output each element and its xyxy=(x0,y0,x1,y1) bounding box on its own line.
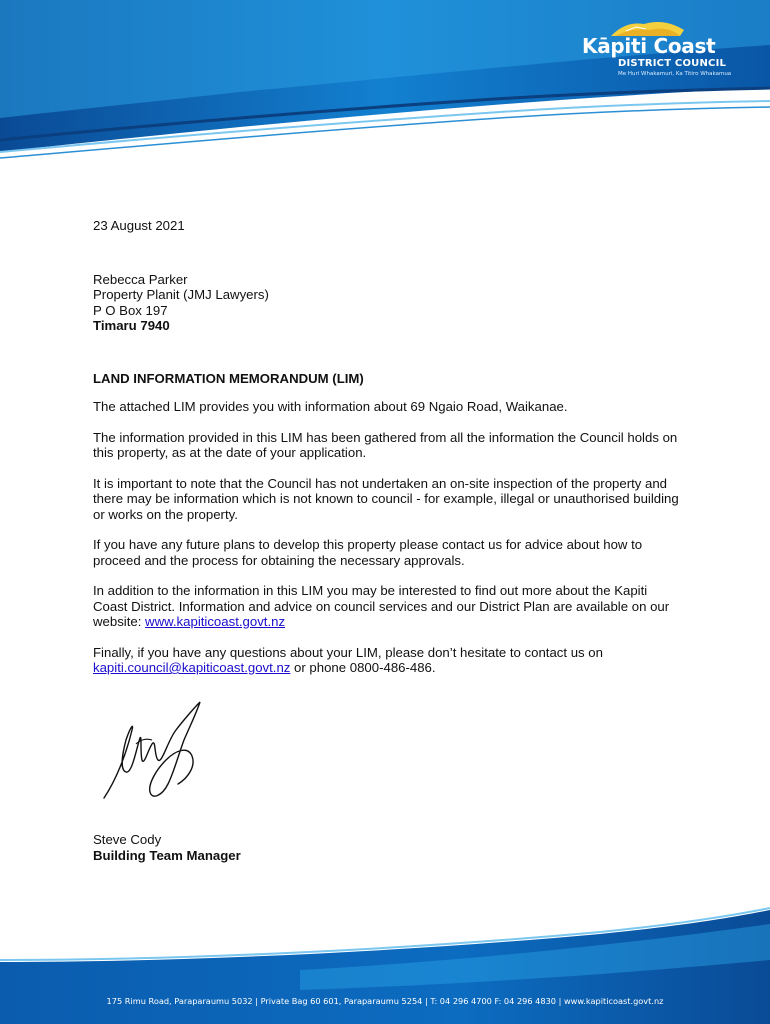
signer-name: Steve Cody xyxy=(93,832,162,847)
paragraph-3: It is important to note that the Council has not undertaken an on-site inspection of the property and there may be information which is not known to council - for example, illegal or unauthorised building or works on the property. xyxy=(93,475,679,522)
letter-date: 23 August 2021 xyxy=(93,218,185,233)
recipient-company: Property Planit (JMJ Lawyers) xyxy=(93,287,269,302)
letter-heading: LAND INFORMATION MEMORANDUM (LIM) xyxy=(93,370,364,386)
footer-contact-line: 175 Rimu Road, Paraparaumu 5032 | Private Bag 60 601, Paraparaumu 5254 | T: 04 296 4700 F: 04 296 4830 | www.kapiticoast.govt.nz xyxy=(106,996,664,1006)
paragraph-6 xyxy=(93,645,683,676)
letter-body xyxy=(93,218,683,691)
paragraph-5 xyxy=(93,583,683,630)
paragraph-1: The attached LIM provides you with information about 69 Ngaio Road, Waikanae. xyxy=(93,399,568,414)
signature-icon xyxy=(96,700,216,820)
email-link[interactable]: kapiti.council@kapiticoast.govt.nz xyxy=(93,660,291,675)
logo-title: Kāpiti Coast xyxy=(582,34,716,58)
recipient-name: Rebecca Parker xyxy=(93,271,188,287)
paragraph-6-tail: or phone 0800-486-486. xyxy=(290,660,436,675)
logo-tagline: Me Huri Whakamuri, Ka Titiro Whakamua xyxy=(618,71,732,77)
recipient-address xyxy=(93,272,683,334)
paragraph-5-text: In addition to the information in this LIM you may be interested to find out more about the Kapiti Coast District. Information and advice on council services and our District Plan are available on our website: xyxy=(93,583,670,629)
paragraph-4: If you have any future plans to develop this property please contact us for advice about how to proceed and the process for obtaining the necessary approvals. xyxy=(93,537,643,568)
signer-title: Building Team Manager xyxy=(93,848,241,863)
recipient-po-box: P O Box 197 xyxy=(93,302,168,318)
signer-block xyxy=(93,832,241,864)
paragraph-2: The information provided in this LIM has been gathered from all the information the Council holds on this property, as at the date of your application. xyxy=(93,429,678,460)
recipient-city: Timaru 7940 xyxy=(93,318,170,333)
paragraph-6-text: Finally, if you have any questions about your LIM, please don’t hesitate to contact us on xyxy=(93,644,603,660)
logo-subtitle: DISTRICT COUNCIL xyxy=(618,58,727,69)
website-link[interactable]: www.kapiticoast.govt.nz xyxy=(145,614,286,629)
